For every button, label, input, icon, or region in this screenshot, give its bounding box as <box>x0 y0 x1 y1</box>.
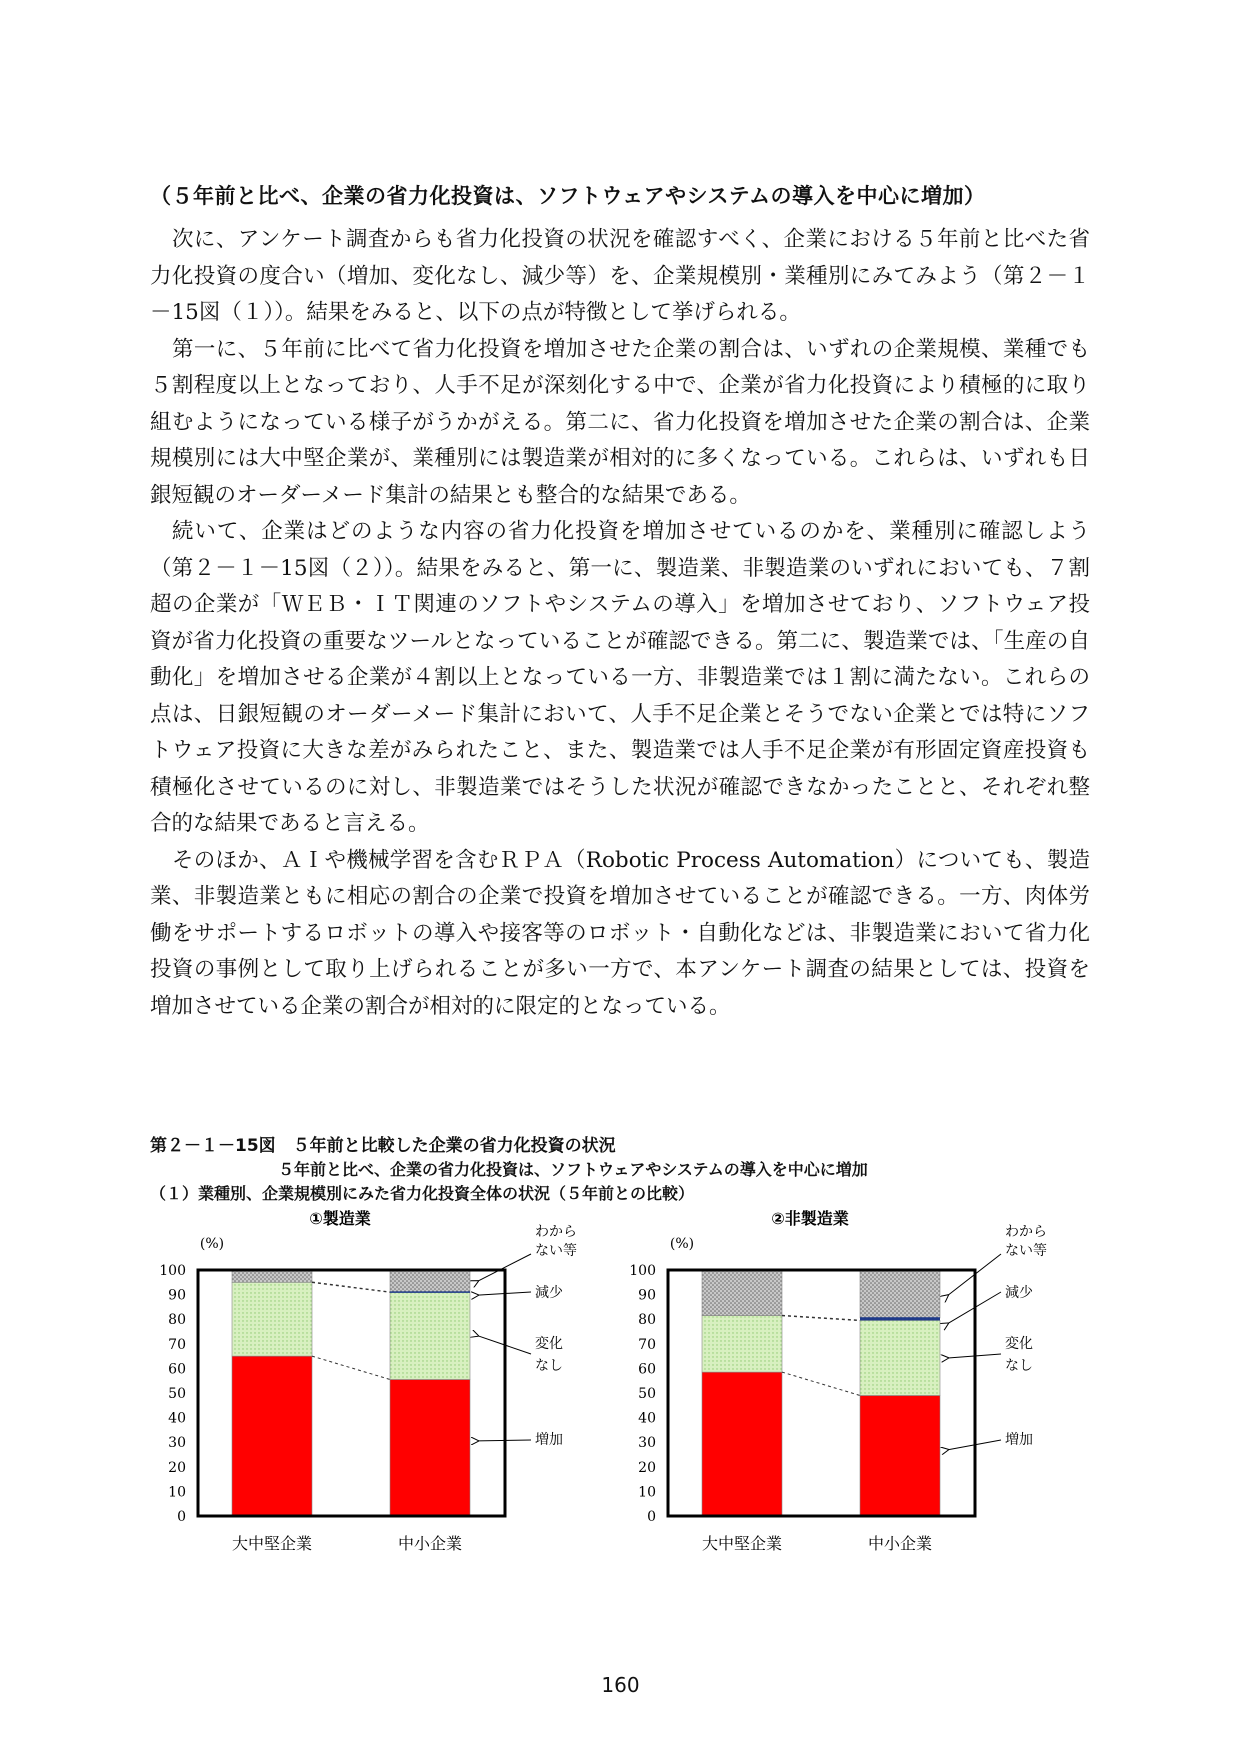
x-category-label: 大中堅企業 <box>231 1534 313 1553</box>
connector-line <box>312 1282 390 1292</box>
annotation-label: 増加 <box>1005 1432 1033 1448</box>
bar-segment-increase <box>232 1356 312 1516</box>
annotation-label: わから <box>535 1224 577 1240</box>
connector-line <box>782 1316 860 1321</box>
figure-title: 第２－１－15図 ５年前と比較した企業の省力化投資の状況 <box>150 1136 616 1156</box>
y-tick-label: 50 <box>168 1386 186 1402</box>
y-tick-label: 10 <box>168 1484 186 1501</box>
y-tick-label: 30 <box>168 1435 186 1452</box>
bar-segment-unknown <box>702 1270 782 1316</box>
y-tick-label: 100 <box>629 1263 656 1279</box>
y-tick-label: 20 <box>638 1459 656 1476</box>
y-tick-label: 100 <box>159 1263 186 1279</box>
y-tick-label: 40 <box>638 1410 656 1427</box>
bar-segment-no-change <box>860 1320 940 1395</box>
y-tick-label: 80 <box>638 1312 656 1329</box>
bar-segment-no-change <box>390 1292 470 1379</box>
y-tick-label: 0 <box>177 1509 186 1525</box>
bar-segment-unknown <box>232 1270 312 1282</box>
figure-subtitle: ５年前と比べ、企業の省力化投資は、ソフトウェアやシステムの導入を中心に増加 <box>278 1160 868 1179</box>
section-heading: （５年前と比べ、企業の省力化投資は、ソフトウェアやシステムの導入を中心に増加） <box>150 184 986 208</box>
bar-segment-increase <box>860 1395 940 1516</box>
bar-segment-increase <box>390 1379 470 1516</box>
annotation-label: 増加 <box>535 1432 563 1448</box>
y-tick-label: 30 <box>638 1435 656 1452</box>
connector-line <box>782 1372 860 1395</box>
page-number: 160 <box>601 1673 640 1697</box>
bar-segment-no-change <box>702 1316 782 1373</box>
bar-segment-unknown <box>860 1270 940 1318</box>
annotation-arrow <box>478 1440 531 1441</box>
paragraph: 次に、アンケート調査からも省力化投資の状況を確認すべく、企業における５年前と比べた省力化投資の度合い（増加、変化なし、減少等）を、企業規模別・業種別にみてみよう（第２－１－15図（１））。結果をみると、以下の点が特徴として挙げられる。 <box>150 227 1090 325</box>
annotation-label: ない等 <box>535 1243 577 1259</box>
body-text <box>150 222 1090 1025</box>
x-category-label: 大中堅企業 <box>701 1534 783 1553</box>
y-axis-unit: (%) <box>669 1236 695 1252</box>
annotation-label: わから <box>1005 1224 1047 1240</box>
chart-title: ②非製造業 <box>771 1209 849 1228</box>
y-tick-label: 60 <box>168 1361 186 1378</box>
bar-segment-no-change <box>232 1282 312 1356</box>
x-category-label: 中小企業 <box>397 1534 463 1553</box>
x-category-label: 中小企業 <box>867 1534 933 1553</box>
connector-line <box>312 1356 390 1379</box>
y-tick-label: 90 <box>168 1287 186 1304</box>
figure-section-label: （１）業種別、企業規模別にみた省力化投資全体の状況（５年前との比較） <box>150 1184 695 1203</box>
annotation-label: 減少 <box>535 1285 563 1301</box>
y-tick-label: 50 <box>638 1386 656 1402</box>
chart-manufacturing <box>150 1204 620 1564</box>
chart-non-manufacturing <box>620 1204 1090 1564</box>
bar-segment-unknown <box>390 1270 470 1292</box>
annotation-label: なし <box>535 1358 563 1374</box>
y-axis-unit: (%) <box>199 1236 225 1252</box>
y-tick-label: 10 <box>638 1484 656 1501</box>
annotation-label: 変化 <box>535 1336 563 1352</box>
paragraph: 続いて、企業はどのような内容の省力化投資を増加させているのかを、業種別に確認しよう（第２－１－15図（２））。結果をみると、第一に、製造業、非製造業のいずれにおいても、７割超の企業が「ＷＥＢ・ＩＴ関連のソフトやシステムの導入」を増加させており、ソフトウェア投資が省力化投資の重要なツールとなっていることが確認できる。第二に、製造業では、「生産の自動化」を増加させる企業が４割以上となっている一方、非製造業では１割に満たない。これらの点は、日銀短観のオーダーメード集計において、人手不足企業とそうでない企業とでは特にソフトウェア投資に大きな差がみられたこと、また、製造業では人手不足企業が有形固定資産投資も積極化させているのに対し、非製造業ではそうした状況が確認できなかったことと、それぞれ整合的な結果であると言える。 <box>150 519 1090 836</box>
y-tick-label: 90 <box>638 1287 656 1304</box>
y-tick-label: 0 <box>647 1509 656 1525</box>
paragraph: そのほか、ＡＩや機械学習を含むＲＰＡ（Robotic Process Automation）についても、製造業、非製造業ともに相応の割合の企業で投資を増加させていることが確認できる。一方、肉体労働をサポートするロボットの導入や接客等のロボット・自動化などは、非製造業において省力化投資の事例として取り上げられることが多い一方で、本アンケート調査の結果としては、投資を増加させている企業の割合が相対的に限定的となっている。 <box>150 847 1090 1019</box>
annotation-label: 変化 <box>1005 1336 1033 1352</box>
annotation-label: なし <box>1005 1358 1033 1374</box>
annotation-label: ない等 <box>1005 1243 1047 1259</box>
chart-title: ①製造業 <box>309 1209 371 1228</box>
y-tick-label: 80 <box>168 1312 186 1329</box>
y-tick-label: 40 <box>168 1410 186 1427</box>
y-tick-label: 70 <box>638 1336 656 1353</box>
annotation-label: 減少 <box>1005 1285 1033 1301</box>
bar-segment-increase <box>702 1372 782 1516</box>
paragraph: 第一に、５年前に比べて省力化投資を増加させた企業の割合は、いずれの企業規模、業種でも５割程度以上となっており、人手不足が深刻化する中で、企業が省力化投資により積極的に取り組むようになっている様子がうかがえる。第二に、省力化投資を増加させた企業の割合は、企業規模別には大中堅企業が、業種別には製造業が相対的に多くなっている。これらは、いずれも日銀短観のオーダーメード集計の結果とも整合的な結果である。 <box>150 336 1090 508</box>
y-tick-label: 70 <box>168 1336 186 1353</box>
y-tick-label: 20 <box>168 1459 186 1476</box>
y-tick-label: 60 <box>638 1361 656 1378</box>
